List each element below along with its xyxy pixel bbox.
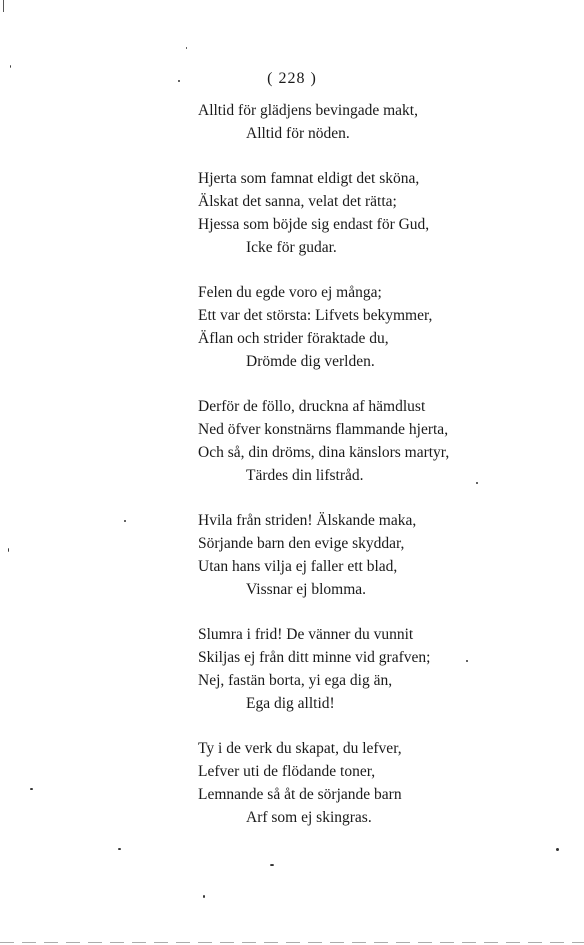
page-edge-mark: [3, 0, 4, 12]
poem-line: Utan hans vilja ej faller ett blad,: [198, 558, 398, 575]
scan-speck: [476, 482, 478, 484]
stanza: [198, 395, 558, 487]
scan-speck: [178, 80, 180, 82]
poem-line: Derför de föllo, druckna af hämdlust: [198, 398, 426, 415]
poem-line: Älskat det sanna, velat det rätta;: [198, 193, 397, 210]
poem-line-refrain: Alltid för nöden.: [246, 125, 350, 142]
poem-line-refrain: Vissnar ej blomma.: [246, 581, 367, 598]
poem-line-refrain: Arf som ej skingras.: [246, 809, 372, 826]
scan-speck: [8, 548, 9, 552]
scan-speck: [118, 848, 121, 850]
scan-speck: [124, 520, 126, 522]
poem-line: Nej, fastän borta, yi ega dig än,: [198, 672, 393, 689]
poem-line: Alltid för glädjens bevingade makt,: [198, 102, 418, 119]
poem-line: Felen du egde voro ej många;: [198, 284, 382, 301]
poem-line-refrain: Tärdes din lifstråd.: [246, 467, 364, 484]
poem-line: Sörjande barn den evige skyddar,: [198, 535, 405, 552]
stanza: [198, 509, 558, 601]
poem-line: Lemnande så åt de sörjande barn: [198, 786, 402, 803]
stanza: [198, 99, 558, 145]
stanza: [198, 623, 558, 715]
stanza: [198, 281, 558, 373]
poem-line: Ned öfver konstnärns flammande hjerta,: [198, 421, 449, 438]
poem-line: Och så, din dröms, dina känslors martyr,: [198, 444, 450, 461]
poem-line: Hvila från striden! Älskande maka,: [198, 512, 417, 529]
poem-line: Skiljas ej från ditt minne vid grafven;: [198, 649, 431, 666]
poem-line: Hjerta som famnat eldigt det sköna,: [198, 170, 420, 187]
poem-line-refrain: Drömde dig verlden.: [246, 353, 375, 370]
page-bottom-edge: [0, 942, 584, 943]
poem-line: Ett var det största: Lifvets bekymmer,: [198, 307, 433, 324]
scan-speck: [270, 864, 274, 866]
poem-line: Ty i de verk du skapat, du lefver,: [198, 740, 402, 757]
scan-speck: [10, 65, 11, 68]
scan-speck: [30, 788, 33, 790]
scan-speck: [556, 848, 559, 851]
scan-speck: [203, 895, 205, 898]
poem-line: Slumra i frid! De vänner du vunnit: [198, 626, 414, 643]
stanza: [198, 737, 558, 829]
poem-body: [198, 99, 558, 851]
scan-speck: [466, 660, 468, 662]
stanza: [198, 167, 558, 259]
poem-line: Hjessa som böjde sig endast för Gud,: [198, 216, 430, 233]
poem-line: Äflan och strider föraktade du,: [198, 330, 389, 347]
scan-speck: [186, 47, 187, 49]
poem-line-refrain: Ega dig alltid!: [246, 695, 335, 712]
poem-line-refrain: Icke för gudar.: [246, 239, 337, 256]
page-number: ( 228 ): [267, 70, 317, 87]
poem-line: Lefver uti de flödande toner,: [198, 763, 376, 780]
